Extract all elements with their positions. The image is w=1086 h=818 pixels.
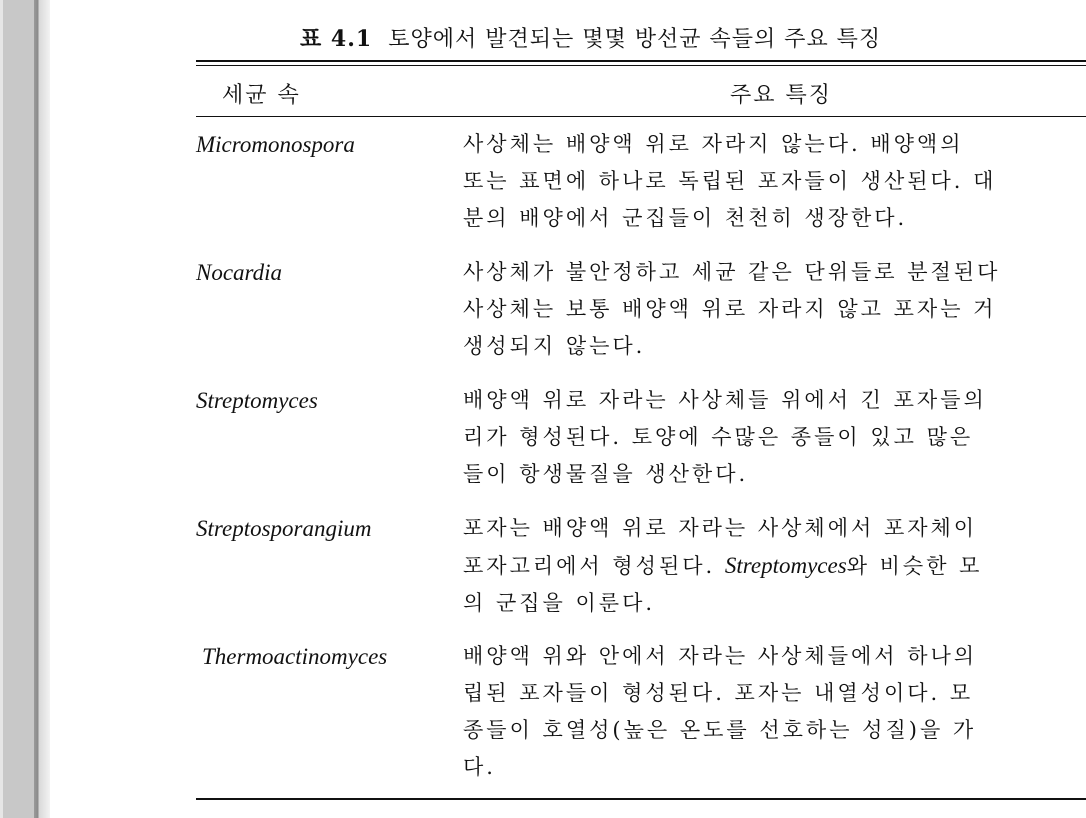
description-line-text: 포자고리에서 형성된다. — [463, 554, 716, 578]
table-caption-label: 표 4.1 — [300, 26, 373, 52]
description-line: 배양액 위와 안에서 자라는 사상체들에서 하나의 — [463, 644, 978, 668]
description-line: 배양액 위로 자라는 사상체들 위에서 긴 포자들의 — [463, 388, 987, 412]
description-line: 분의 배양에서 군집들이 천천히 생장한다. — [463, 206, 908, 230]
genus-reference: Streptomyces — [724, 553, 847, 578]
description-line: 리가 형성된다. 토양에 수많은 종들이 있고 많은 — [463, 425, 974, 449]
description-line: 생성되지 않는다. — [463, 334, 646, 358]
genus-name: Nocardia — [196, 260, 283, 285]
description-line: 또는 표면에 하나로 독립된 포자들이 생산된다. 대 — [463, 169, 997, 193]
description-line — [463, 547, 1086, 585]
genus-name: Streptomyces — [196, 388, 318, 413]
document-page — [50, 0, 1086, 818]
description-line: 사상체는 보통 배양액 위로 자라지 않고 포자는 거 — [463, 297, 997, 321]
description-line: 포자는 배양액 위로 자라는 사상체에서 포자체이 — [463, 516, 978, 540]
genus-description — [463, 254, 1086, 365]
genus-description — [463, 382, 1086, 493]
genus-description — [463, 510, 1086, 622]
description-line: 립된 포자들이 형성된다. 포자는 내열성이다. 모 — [463, 681, 974, 705]
genus-name: Thermoactinomyces — [202, 644, 388, 669]
table-header-rule — [196, 116, 1086, 117]
viewer-left-frame — [0, 0, 50, 818]
table-caption-title: 토양에서 발견되는 몇몇 방선균 속들의 주요 특징 — [388, 27, 882, 52]
table-top-rule-inner — [196, 65, 1086, 66]
genus-name: Micromonospora — [196, 132, 355, 157]
genus-name: Streptosporangium — [196, 516, 372, 541]
description-line: 의 군집을 이룬다. — [463, 591, 656, 615]
description-line: 사상체가 불안정하고 세균 같은 단위들로 분절된다 — [463, 260, 1001, 284]
description-line: 종들이 호열성(높은 온도를 선호하는 성질)을 가 — [463, 718, 977, 742]
genus-description — [463, 638, 1086, 786]
header-genus: 세균 속 — [222, 83, 301, 108]
header-features: 주요 특징 — [730, 83, 833, 108]
description-line: 들이 항생물질을 생산한다. — [463, 462, 749, 486]
genus-description — [463, 126, 1086, 237]
description-line: 다. — [463, 755, 496, 779]
table-caption — [300, 22, 881, 53]
table-bottom-rule — [196, 798, 1086, 800]
description-line: 사상체는 배양액 위로 자라지 않는다. 배양액의 — [463, 132, 964, 156]
description-line-suffix: 와 비슷한 모 — [846, 554, 983, 578]
table-top-rule — [196, 60, 1086, 62]
